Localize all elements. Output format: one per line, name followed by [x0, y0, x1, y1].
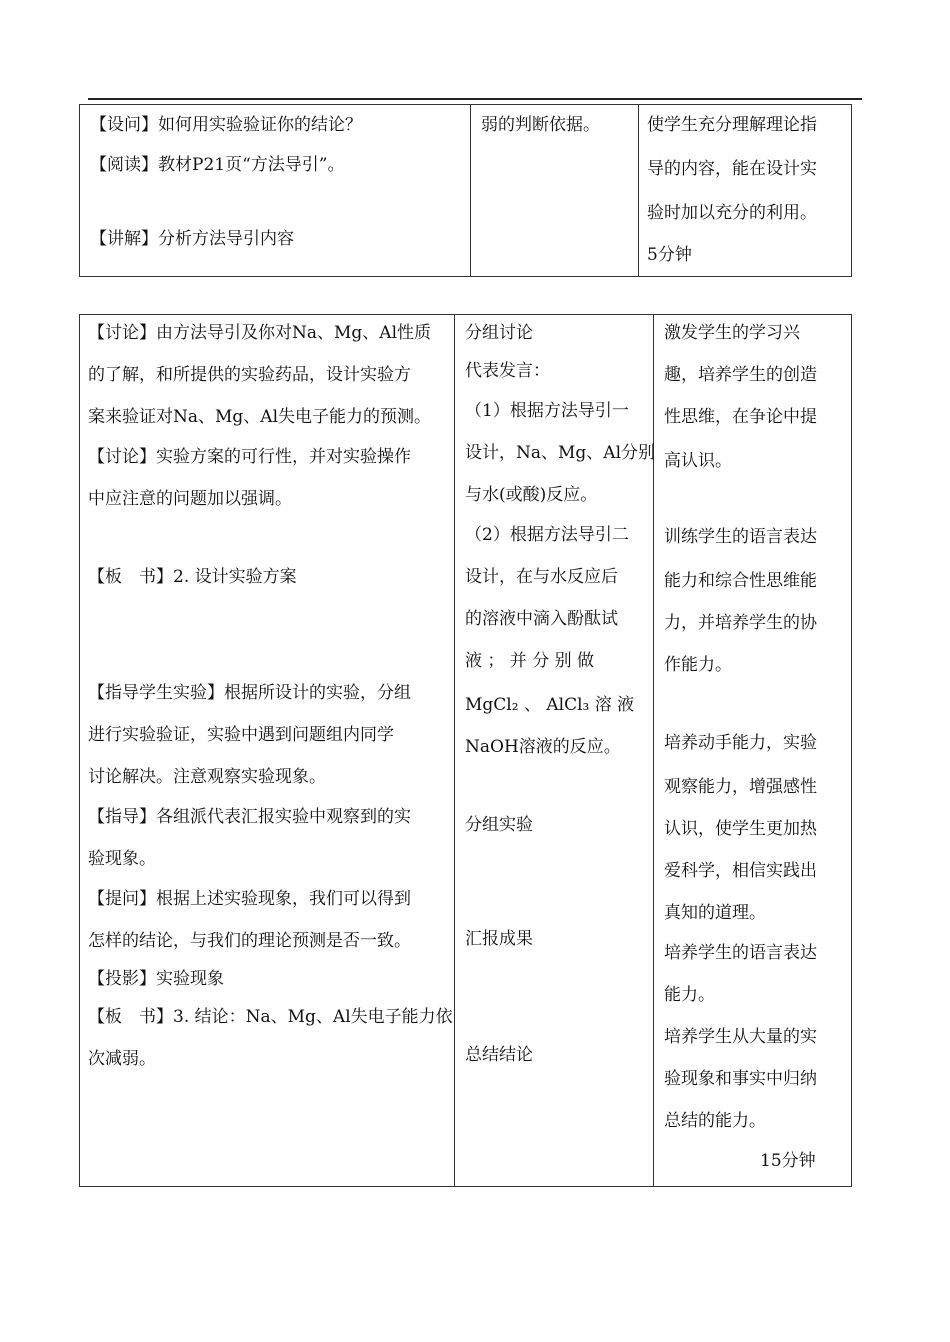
intent-line: 认识，使学生更加热 — [664, 819, 817, 839]
intent-line: 培养学生从大量的实 — [664, 1027, 817, 1047]
intent-line: 能力。 — [664, 985, 715, 1005]
teacher-activity-cell — [80, 315, 455, 1187]
intent-line: 趣，培养学生的创造 — [664, 365, 817, 385]
plan-line: 与水(或酸)反应。 — [465, 485, 598, 505]
guide-exp-line: 进行实验验证，实验中遇到问题组内同学 — [88, 725, 394, 745]
explain-text: 【讲解】分析方法导引内容 — [90, 229, 294, 249]
header-rule — [88, 98, 862, 100]
intent-line: 总结的能力。 — [664, 1111, 766, 1131]
board-line: 【板 书】3. 结论：Na、Mg、Al失电子能力依 — [88, 1007, 453, 1027]
teacher-activity-cell — [80, 105, 471, 277]
report-label: 汇报成果 — [465, 929, 533, 949]
discuss-line: 【讨论】实验方案的可行性，并对实验操作 — [88, 447, 411, 467]
student-text: 弱的判断依据。 — [481, 115, 600, 135]
student-activity-cell — [471, 105, 639, 277]
time-label: 15分钟 — [760, 1151, 816, 1171]
discuss-line: 案来验证对Na、Mg、Al失电子能力的预测。 — [88, 407, 432, 427]
discuss-line: 【讨论】由方法导引及你对Na、Mg、Al性质 — [88, 323, 432, 343]
intent-line: 激发学生的学习兴 — [664, 323, 800, 343]
question-text: 【设问】如何用实验验证你的结论？ — [90, 115, 362, 135]
plan-line: 设计，在与水反应后 — [465, 567, 618, 587]
board-note: 【板 书】2. 设计实验方案 — [88, 567, 297, 587]
reagent-line: NaOH溶液的反应。 — [465, 737, 621, 757]
group-exp-label: 分组实验 — [465, 815, 533, 835]
intent-line: 使学生充分理解理论指 — [647, 115, 817, 135]
student-activity-cell — [455, 315, 654, 1187]
ask-line: 怎样的结论，与我们的理论预测是否一致。 — [88, 931, 411, 951]
projection-note: 【投影】实验现象 — [88, 969, 224, 989]
intent-line: 验时加以充分的利用。 — [647, 203, 817, 223]
intent-line: 培养动手能力，实验 — [664, 733, 817, 753]
discuss-line: 的了解，和所提供的实验药品，设计实验方 — [88, 365, 411, 385]
design-intent-cell — [639, 105, 852, 277]
guide-line: 【指导】各组派代表汇报实验中观察到的实 — [88, 807, 411, 827]
guide-exp-line: 讨论解决。注意观察实验现象。 — [88, 767, 326, 787]
plan-line: （1）根据方法导引一 — [465, 401, 629, 421]
intent-line: 观察能力，增强感性 — [664, 777, 817, 797]
intent-line: 能力和综合性思维能 — [664, 571, 817, 591]
intent-line: 验现象和事实中归纳 — [664, 1069, 817, 1089]
ask-line: 【提问】根据上述实验现象，我们可以得到 — [88, 889, 411, 909]
summary-label: 总结结论 — [465, 1045, 533, 1065]
group-discuss-label: 分组讨论 — [465, 323, 533, 343]
reading-text: 【阅读】教材P21页“方法导引”。 — [90, 155, 345, 175]
guide-line: 验现象。 — [88, 849, 156, 869]
intent-line: 高认识。 — [664, 451, 732, 471]
intent-line: 培养学生的语言表达 — [664, 943, 817, 963]
lesson-table-2 — [79, 314, 852, 1187]
intent-line: 爱科学，相信实践出 — [664, 861, 817, 881]
board-line: 次减弱。 — [88, 1049, 156, 1069]
design-intent-cell — [654, 315, 852, 1187]
discuss-line: 中应注意的问题加以强调。 — [88, 489, 292, 509]
rep-label: 代表发言： — [465, 361, 550, 381]
plan-line: 液 ； 并 分 别 做 — [465, 651, 595, 671]
intent-line: 力，并培养学生的协 — [664, 613, 817, 633]
intent-line: 性思维，在争论中提 — [664, 407, 817, 427]
plan-line: 的溶液中滴入酚酞试 — [465, 609, 618, 629]
intent-line: 真知的道理。 — [664, 903, 766, 923]
reagent-line: MgCl₂ 、 AlCl₃ 溶 液 — [465, 695, 635, 715]
intent-line: 导的内容，能在设计实 — [647, 159, 817, 179]
intent-line: 训练学生的语言表达 — [664, 527, 817, 547]
plan-line: （2）根据方法导引二 — [465, 525, 629, 545]
lesson-table-1 — [79, 104, 852, 277]
guide-exp-line: 【指导学生实验】根据所设计的实验，分组 — [88, 683, 411, 703]
time-label: 5分钟 — [647, 245, 692, 265]
plan-line: 设计，Na、Mg、Al分别 — [465, 443, 656, 463]
intent-line: 作能力。 — [664, 655, 732, 675]
